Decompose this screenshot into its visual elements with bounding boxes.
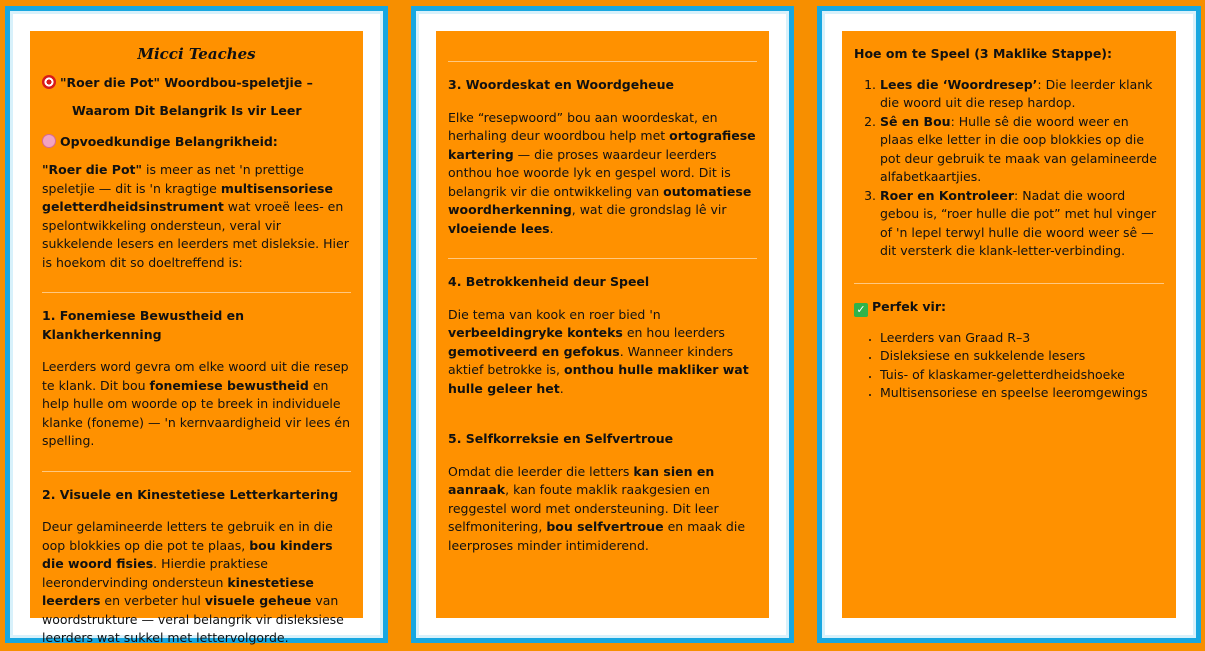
section-2-title: 2. Visuele en Kinestetiese Letterkartering — [42, 486, 339, 502]
section-3-body: Elke “resepwoord” bou aan woordeskat, en herhaling deur woordbou help met ortografiese kartering — die proses waardeur leerders onthou hoe woorde lyk en gespel word. Dit is belangrik vir die ontwikkeling van outomatiese woordherkenning, wat die grondslag lê vir vloeiende lees. — [448, 109, 756, 236]
target-icon — [42, 75, 56, 89]
steps-list — [854, 76, 1164, 261]
divider — [448, 61, 757, 62]
section-1-title: 1. Fonemiese Bewustheid en Klankherkenning — [42, 308, 245, 342]
section-5-body: Omdat die leerder die letters kan sien en aanraak, kan foute maklik raakgesien en reggestel word met ondersteuning. Dit leer selfmonitering, bou selfvertroue en maak die leerproses minder intimiderend. — [448, 463, 746, 553]
divider — [42, 471, 351, 472]
section-4-title: 4. Betrokkenheid deur Speel — [448, 274, 650, 289]
panel-left-content — [30, 31, 363, 645]
divider — [854, 283, 1164, 284]
brand-title: Micci Teaches — [137, 45, 256, 63]
divider — [42, 292, 351, 293]
brain-icon — [42, 134, 56, 148]
step-item: 2. Sê en Bou: Hulle sê die woord weer en plaas elke letter in die oop blokkies op die pot deur gebruik te maak van gelamineerde alfabetkaartjies. — [880, 113, 1164, 187]
panel-middle — [411, 6, 794, 643]
panel-left — [5, 6, 388, 643]
how-to-play-title: Hoe om te Speel (3 Maklike Stappe): — [854, 46, 1113, 61]
step-item: 1. Lees die ‘Woordresep’: Die leerder klank die woord uit die resep hardop. — [880, 76, 1164, 113]
panel-middle-content — [436, 31, 769, 618]
section-3-title: 3. Woordeskat en Woordgeheue — [448, 77, 674, 92]
perfect-for-item: • Disleksiese en sukkelende lesers — [880, 347, 1164, 366]
perfect-for-item: • Multisensoriese en speelse leeromgewings — [880, 384, 1164, 403]
section-4-body: Die tema van kook en roer bied 'n verbeeldingryke konteks en hou leerders gemotiveerd en gefokus. Wanneer kinders aktief betrokke is, onthou hulle makliker wat hulle geleer het. — [448, 306, 749, 396]
section-2-body: Deur gelamineerde letters te gebruik en in die oop blokkies op die pot te plaas, bou kinders die woord fisies. Hierdie praktiese leerondervinding ondersteun kinestetiese leerders en verbeter hul visuele geheue van woordstrukture — veral belangrik vir disleksiese leerders wat sukkel met lettervolgorde. — [42, 519, 344, 645]
value-heading: Opvoedkundige Belangrikheid: — [42, 133, 351, 152]
perfect-for-item: • Tuis- of klaskamer-geletterdheidshoeke — [880, 366, 1164, 385]
check-icon: ✓ — [854, 303, 868, 317]
section-5-title: 5. Selfkorreksie en Selfvertroue — [448, 431, 674, 446]
panel-right-content — [842, 31, 1176, 618]
section-1-body: Leerders word gevra om elke woord uit die resep te klank. Dit bou fonemiese bewustheid en help hulle om woorde op te breek in individuele klanke (foneme) — 'n kernvaardigheid vir lees én spelling. — [42, 359, 351, 448]
game-title: "Roer die Pot" Woordbou-speletjie – — [42, 74, 351, 93]
step-item: 3. Roer en Kontroleer: Nadat die woord gebou is, “roer hulle die pot” met hul vinger of 'n lepel terwyl hulle die woord weer sê — dit versterk die klank-letter-verbinding. — [880, 187, 1164, 261]
divider — [448, 258, 757, 259]
panel-right — [817, 6, 1201, 643]
perfect-for-item: • Leerders van Graad R–3 — [880, 329, 1164, 348]
perfect-for-title: ✓ Perfek vir: — [854, 298, 1164, 317]
intro-paragraph: "Roer die Pot" is meer as net 'n prettige speletjie — dit is 'n kragtige multisensoriese geletterdheidsinstrument wat vroeë lees- en spelontwikkeling ondersteun, veral vir sukkelende lesers en leerders met disleksie. Hier is hoekom dit so doeltreffend is: — [42, 162, 349, 270]
perfect-for-list — [854, 329, 1164, 403]
game-subtitle: Waarom Dit Belangrik Is vir Leer — [72, 103, 302, 118]
